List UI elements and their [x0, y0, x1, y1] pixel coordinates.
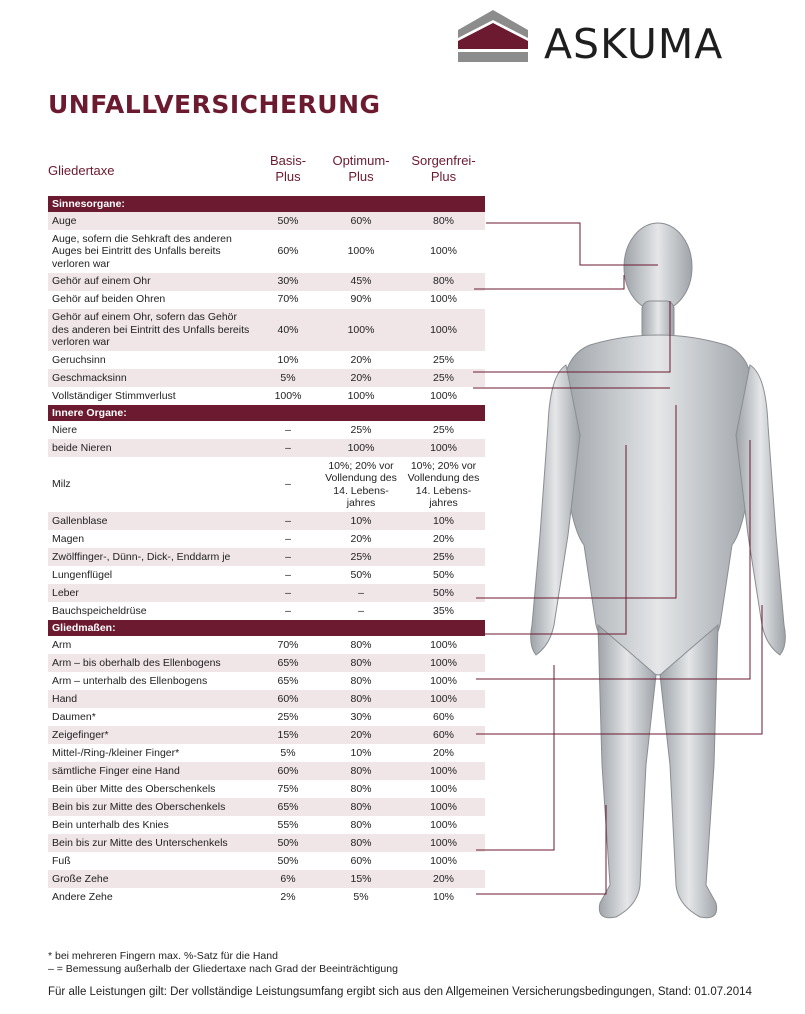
row-label: Vollständiger Stimmverlust	[52, 389, 176, 402]
brand-name: ASKUMA	[544, 20, 724, 68]
footer-note: Für alle Leistungen gilt: Der vollständige Leistungsumfang ergibt sich aus den Allgemeinen Versicherungsbedingungen, Stand: 01.07.2014	[48, 986, 752, 998]
row-value: 6%	[280, 872, 296, 885]
table-row	[48, 636, 485, 654]
row-label: Bein unterhalb des Knies	[52, 818, 169, 831]
row-value: 15%	[277, 728, 299, 741]
table-row	[48, 602, 485, 620]
row-value: 100%	[347, 245, 375, 257]
row-value: 15%	[350, 872, 372, 885]
row-label: Geschmacksinn	[52, 371, 127, 384]
row-value: 100%	[430, 818, 457, 831]
row-label: Arm	[52, 638, 72, 651]
table-row	[48, 457, 485, 512]
row-label: Auge	[52, 214, 77, 227]
row-value: 25%	[432, 353, 454, 366]
table-row	[48, 672, 485, 690]
row-value: 80%	[350, 656, 372, 669]
row-label: Bauchspeicheldrüse	[52, 604, 147, 617]
row-value: –	[285, 423, 291, 436]
header-basis-plus: Basis- Plus	[269, 153, 307, 184]
row-value: 50%	[350, 568, 372, 581]
row-label: Bein über Mitte des Oberschenkels	[52, 782, 216, 795]
row-value: –	[285, 586, 291, 599]
section-label: Sinnesorgane:	[52, 197, 125, 210]
section-label: Innere Organe:	[52, 406, 127, 419]
row-value: 25%	[432, 550, 454, 563]
row-value: 80%	[350, 782, 372, 795]
row-value: 30%	[350, 710, 372, 723]
row-label: Fuß	[52, 854, 71, 867]
row-label: Magen	[52, 532, 85, 545]
row-value: 80%	[350, 764, 372, 777]
row-value: 20%	[350, 728, 372, 741]
row-value: 100%	[347, 389, 375, 402]
row-value: 80%	[350, 836, 372, 849]
row-value: 100%	[430, 764, 457, 777]
row-value: 60%	[277, 245, 299, 257]
row-label: Zeigefinger*	[52, 728, 109, 741]
row-value: 60%	[432, 728, 454, 741]
row-value: 20%	[350, 353, 372, 366]
table-row	[48, 351, 485, 369]
row-label: beide Nieren	[52, 441, 112, 454]
row-value: –	[285, 532, 291, 545]
table-row	[48, 309, 485, 352]
row-value: 65%	[277, 800, 299, 813]
row-value: 70%	[277, 638, 299, 651]
table-row	[48, 439, 485, 457]
row-label: Leber	[52, 586, 79, 599]
row-value: 10%	[350, 746, 372, 759]
section-header	[48, 405, 485, 421]
table-row	[48, 852, 485, 870]
table-row	[48, 369, 485, 387]
section-header	[48, 196, 485, 212]
row-label: Arm – bis oberhalb des Ellenbogens	[52, 656, 221, 669]
row-label: Mittel-/Ring-/kleiner Finger*	[52, 746, 180, 759]
row-value: –	[285, 568, 291, 581]
table-row	[48, 548, 485, 566]
header-sorgenfrei-plus: Sorgenfrei- Plus	[411, 153, 476, 184]
table-row	[48, 654, 485, 672]
row-value: 80%	[350, 674, 372, 687]
row-value: 80%	[350, 692, 372, 705]
row-value: 80%	[350, 638, 372, 651]
row-value: –	[285, 514, 291, 527]
row-value: 5%	[280, 371, 296, 384]
row-value: 2%	[280, 890, 296, 903]
row-value: 80%	[432, 275, 454, 288]
row-value: 100%	[430, 638, 457, 651]
row-value: 75%	[277, 782, 299, 795]
row-label: Arm – unterhalb des Ellenbogens	[52, 674, 208, 687]
table-row	[48, 870, 485, 888]
table-row	[48, 708, 485, 726]
footnote-star: * bei mehreren Fingern max. %-Satz für die Hand	[48, 950, 278, 962]
row-value: 5%	[280, 746, 296, 759]
table-row	[48, 584, 485, 602]
row-value: 70%	[277, 293, 299, 306]
table-row	[48, 273, 485, 291]
row-label: Auge, sofern die Sehkraft des anderen Auges bei Eintritt des Unfalls bereits verloren war	[52, 232, 232, 270]
row-value: 100%	[430, 245, 457, 257]
row-value: 60%	[277, 764, 299, 777]
row-value: 100%	[430, 800, 457, 813]
row-value: 100%	[430, 656, 457, 669]
row-value: 100%	[430, 674, 457, 687]
table-row	[48, 512, 485, 530]
table-row	[48, 690, 485, 708]
table-row	[48, 291, 485, 309]
row-value: –	[358, 586, 364, 599]
row-value: 100%	[430, 854, 457, 867]
row-value: 60%	[350, 214, 372, 227]
table-row	[48, 798, 485, 816]
row-value: 100%	[430, 389, 457, 402]
gliedertaxe-table	[48, 196, 485, 906]
row-value: 10%	[277, 353, 299, 366]
table-row	[48, 530, 485, 548]
page-title: UNFALLVERSICHERUNG	[48, 90, 381, 119]
row-label: Gehör auf einem Ohr	[52, 275, 151, 288]
row-value: 50%	[277, 214, 299, 227]
row-value: 10%	[432, 890, 454, 903]
row-value: 80%	[432, 214, 454, 227]
row-value: 50%	[277, 836, 299, 849]
row-value: 100%	[430, 836, 457, 849]
row-value: 10%	[350, 514, 372, 527]
row-value: 80%	[350, 800, 372, 813]
row-value: 20%	[432, 746, 454, 759]
row-value: 50%	[432, 586, 454, 599]
human-body-figure	[470, 205, 800, 945]
row-value: –	[358, 604, 364, 617]
table-row	[48, 566, 485, 584]
row-value: –	[285, 550, 291, 563]
row-value: 25%	[277, 710, 299, 723]
row-value: 5%	[353, 890, 369, 903]
askuma-logo-mark-icon	[448, 8, 538, 68]
row-value: 30%	[277, 275, 299, 288]
header-gliedertaxe: Gliedertaxe	[48, 163, 115, 178]
table-row	[48, 744, 485, 762]
row-value: 100%	[430, 782, 457, 795]
row-value: 60%	[277, 692, 299, 705]
row-value: 25%	[350, 423, 372, 436]
table-row	[48, 726, 485, 744]
row-label: Bein bis zur Mitte des Oberschenkels	[52, 800, 226, 813]
table-row	[48, 816, 485, 834]
row-label: Niere	[52, 423, 78, 436]
row-value: –	[285, 478, 291, 491]
row-value: 20%	[350, 371, 372, 384]
table-row	[48, 762, 485, 780]
row-value: 100%	[430, 323, 457, 336]
table-row	[48, 834, 485, 852]
row-value: 45%	[350, 275, 372, 288]
row-value: 90%	[350, 293, 372, 306]
row-value: 10%; 20% vor Vollendung des 14. Lebens-jahres	[325, 459, 397, 509]
row-value: 100%	[430, 441, 457, 454]
row-value: 10%	[432, 514, 454, 527]
table-row	[48, 421, 485, 439]
row-label: Lungenflügel	[52, 568, 113, 581]
table-row	[48, 387, 485, 405]
row-value: 20%	[432, 532, 454, 545]
section-label: Gliedmaßen:	[52, 621, 116, 634]
row-value: 50%	[432, 568, 454, 581]
row-label: Geruchsinn	[52, 353, 106, 366]
table-row	[48, 888, 485, 906]
row-value: 100%	[347, 441, 375, 454]
row-label: sämtliche Finger eine Hand	[52, 764, 180, 777]
row-label: Andere Zehe	[52, 890, 113, 903]
row-value: 100%	[274, 389, 302, 402]
row-label: Hand	[52, 692, 78, 705]
table-row	[48, 212, 485, 230]
row-value: 25%	[350, 550, 372, 563]
section-header	[48, 620, 485, 636]
row-value: 65%	[277, 656, 299, 669]
row-value: 100%	[347, 323, 375, 336]
row-value: 55%	[277, 818, 299, 831]
row-value: 20%	[350, 532, 372, 545]
row-value: 20%	[432, 872, 454, 885]
footnote-dash: – = Bemessung außerhalb der Gliedertaxe nach Grad der Beeinträchtigung	[48, 963, 398, 975]
row-value: 60%	[432, 710, 454, 723]
row-value: 25%	[432, 423, 454, 436]
row-value: 100%	[430, 293, 457, 306]
row-label: Gehör auf einem Ohr, sofern das Gehör des anderen bei Eintritt des Unfalls bereits verloren war	[52, 311, 250, 348]
row-value: 40%	[277, 323, 299, 336]
row-value: 60%	[350, 854, 372, 867]
row-value: 65%	[277, 674, 299, 687]
row-label: Milz	[52, 478, 71, 491]
table-row	[48, 780, 485, 798]
row-value: 80%	[350, 818, 372, 831]
row-value: 10%; 20% vor Vollendung des 14. Lebens-jahres	[407, 459, 480, 509]
row-label: Große Zehe	[52, 872, 109, 885]
row-label: Zwölffinger-, Dünn-, Dick-, Enddarm je	[52, 550, 231, 563]
row-value: 50%	[277, 854, 299, 867]
row-value: 100%	[430, 692, 457, 705]
row-label: Gallenblase	[52, 514, 108, 527]
row-label: Daumen*	[52, 710, 96, 723]
header-optimum-plus: Optimum- Plus	[332, 153, 390, 184]
table-row	[48, 230, 485, 273]
row-value: –	[285, 441, 291, 454]
row-label: Gehör auf beiden Ohren	[52, 293, 166, 306]
row-value: 35%	[432, 604, 454, 617]
row-value: 25%	[432, 371, 454, 384]
row-value: –	[285, 604, 291, 617]
row-label: Bein bis zur Mitte des Unterschenkels	[52, 836, 228, 849]
askuma-logo	[448, 8, 783, 70]
